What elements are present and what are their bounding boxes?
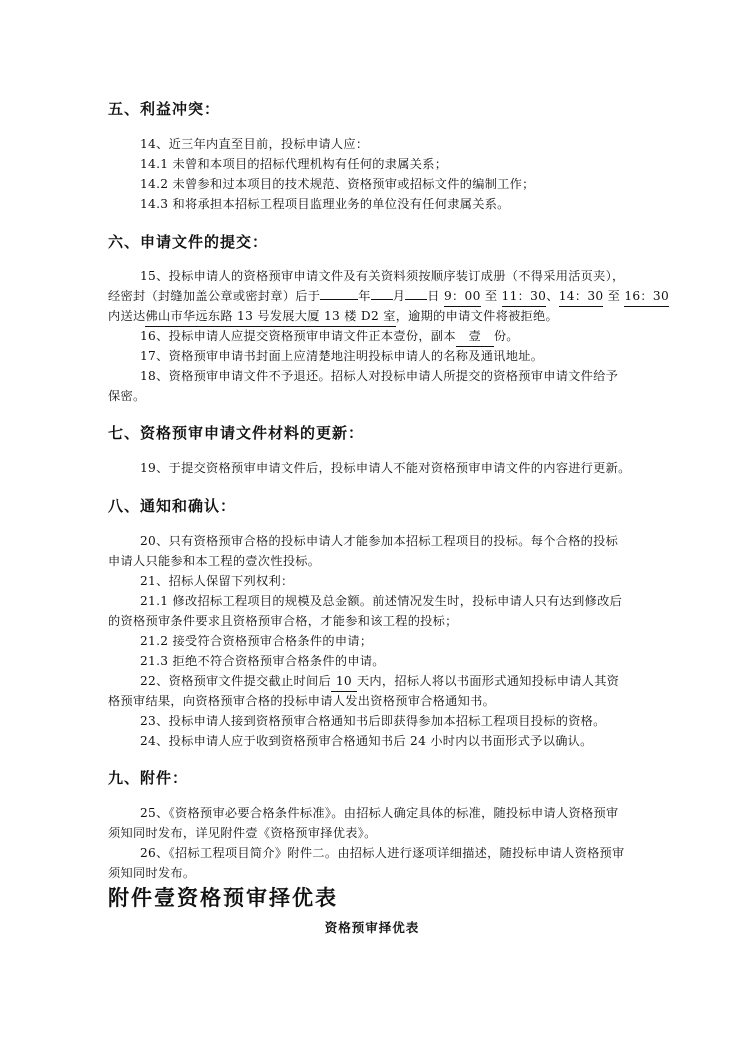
paragraph-line: 21.3 拒绝不符合资格预审合格条件的申请。 <box>140 654 385 668</box>
paragraph-line: 25、《资格预审必要合格条件标准》。由招标人确定具体的标准，随投标申请人资格预审 <box>140 806 619 820</box>
paragraph-line: 14.1 未曾和本项目的招标代理机构有任何的隶属关系； <box>140 157 448 171</box>
paragraph-line: 保密。 <box>108 389 146 403</box>
paragraph-line: 的资格预审条件要求且资格预审合格，才能参和该工程的投标； <box>108 614 458 628</box>
paragraph-line: 14.2 未曾参和过本项目的技术规范、资格预审或招标文件的编制工作； <box>140 177 535 191</box>
paragraph-line: 申请人只能参和本工程的壹次性投标。 <box>108 554 321 568</box>
paragraph-line: 14.3 和将承担本招标工程项目监理业务的单位没有任何隶属关系。 <box>140 197 510 211</box>
paragraph-line: 14、近三年内直至目前，投标申请人应： <box>140 137 369 151</box>
paragraph-line: 22、资格预审文件提交截止时间后 10 天内，招标人将以书面形式通知投标申请人其资 <box>140 671 640 692</box>
section-heading: 九、附件： <box>108 769 189 787</box>
paragraph-line: 20、只有资格预审合格的投标申请人才能参加本招标工程项目的投标。每个合格的投标 <box>140 534 619 548</box>
section-heading: 五、利益冲突： <box>108 100 221 118</box>
paragraph-line: 须知同时发布。 <box>108 866 196 880</box>
paragraph-line: 21.2 接受符合资格预审合格条件的申请； <box>140 634 373 648</box>
paragraph-line: 23、投标申请人接到资格预审合格通知书后即获得参加本招标工程项目投标的资格。 <box>140 714 606 728</box>
section-heading: 七、资格预审申请文件材料的更新： <box>108 424 365 442</box>
paragraph-line: 15、投标申请人的资格预审申请文件及有关资料须按顺序装订成册（不得采用活页夹）， <box>140 269 625 283</box>
paragraph-line: 17、资格预审申请书封面上应清楚地注明投标申请人的名称及通讯地址。 <box>140 349 544 363</box>
section-heading: 六、申请文件的提交： <box>108 233 269 251</box>
paragraph-line: 24、投标申请人应于收到资格预审合格通知书后 24 小时内以书面形式予以确认。 <box>140 734 593 748</box>
paragraph-line: 18、资格预审申请文件不予退还。招标人对投标申请人所提交的资格预审申请文件给予 <box>140 369 619 383</box>
annex-title: 附件壹资格预审择优表 <box>108 885 338 910</box>
paragraph-line: 21.1 修改招标工程项目的规模及总金额。前述情况发生时，投标申请人只有达到修改后 <box>140 594 623 608</box>
paragraph-line: 格预审结果，向资格预审合格的投标申请人发出资格预审合格通知书。 <box>108 694 496 708</box>
paragraph-line: 21、招标人保留下列权利： <box>140 574 294 588</box>
paragraph-line: 26、《招标工程项目简介》附件二。由招标人进行逐项详细描述，随投标申请人资格预审 <box>140 846 625 860</box>
paragraph-line: 经密封（封缝加盖公章或密封章）后于 年 月 日 9：00 至 11：30、14：30 至 16：30 <box>108 286 640 307</box>
paragraph-line: 19、于提交资格预审申请文件后，投标申请人不能对资格预审申请文件的内容进行更新。 <box>140 461 631 475</box>
paragraph-line: 须知同时发布，详见附件壹《资格预审择优表》。 <box>108 826 377 840</box>
annex-subtitle: 资格预审择优表 <box>324 920 420 935</box>
section-heading: 八、通知和确认： <box>108 497 237 515</box>
paragraph-line: 内送达佛山市华远东路 13 号发展大厦 13 楼 D2 室，逾期的申请文件将被拒绝。 <box>108 306 640 327</box>
paragraph-line: 16、投标申请人应提交资格预审申请文件正本壹份，副本 壹 份。 <box>140 326 640 347</box>
